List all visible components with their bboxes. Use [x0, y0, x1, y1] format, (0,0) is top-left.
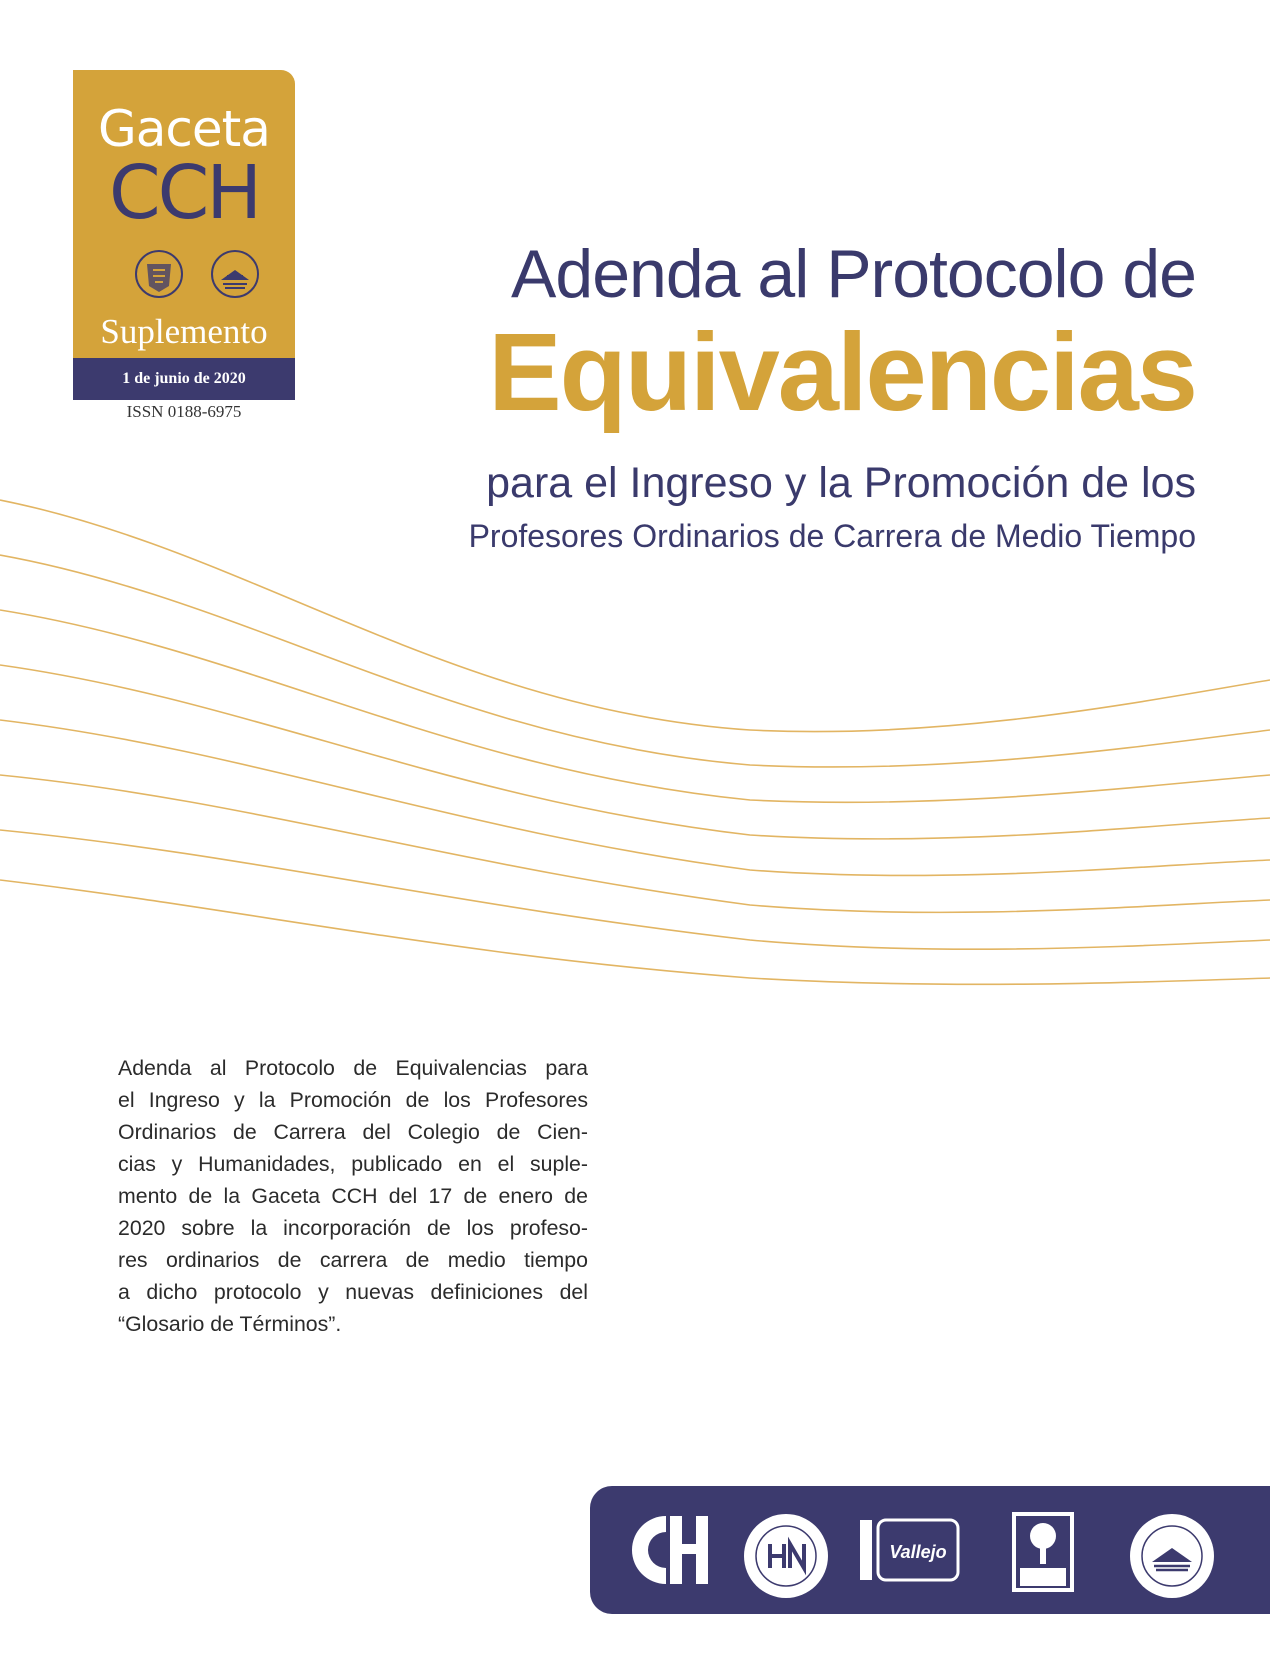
body-paragraph [118, 1052, 588, 1340]
masthead-edition: Suplemento [100, 312, 268, 351]
body-line: “Glosario de Términos”. [118, 1312, 342, 1336]
oriente-logo-icon [1008, 1510, 1080, 1594]
vallejo-logo-icon [860, 1510, 960, 1590]
title-line-1: Adenda al Protocolo de [511, 236, 1196, 312]
body-line: cias y Humanidades, publicado en el suple- [118, 1152, 588, 1176]
cch-seal-icon [209, 248, 261, 300]
body-line: el Ingreso y la Promoción de los Profesores [118, 1088, 588, 1112]
body-line: res ordinarios de carrera de medio tiempo [118, 1248, 588, 1272]
decorative-waves [0, 480, 1270, 1020]
title-line-3: para el Ingreso y la Promoción de los [486, 459, 1196, 507]
title-line-2: Equivalencias [488, 311, 1196, 434]
masthead-brand-cch: CCH [109, 150, 259, 236]
title-line-4: Profesores Ordinarios de Carrera de Medio Tiempo [468, 518, 1196, 554]
body-line: Ordinarios de Carrera del Colegio de Cien- [118, 1120, 588, 1144]
footer-logo-bar [590, 1486, 1270, 1614]
unam-seal-icon [133, 248, 185, 300]
masthead-brand-gaceta: Gaceta [98, 100, 270, 158]
vallejo-label: Vallejo [889, 1542, 947, 1562]
cch-logo-icon [626, 1510, 712, 1590]
masthead-date: 1 de junio de 2020 [73, 358, 295, 400]
body-line: a dicho protocolo y nuevas definiciones del [118, 1280, 588, 1304]
masthead-badge [73, 70, 295, 400]
sur-seal-icon [1126, 1510, 1218, 1602]
body-line: 2020 sobre la incorporación de los profeso- [118, 1216, 588, 1240]
naucalpan-seal-icon [740, 1510, 832, 1602]
issn-number: ISSN 0188-6975 [126, 402, 242, 421]
body-line: mento de la Gaceta CCH del 17 de enero de [118, 1184, 588, 1208]
body-line: Adenda al Protocolo de Equivalencias para [118, 1056, 588, 1080]
